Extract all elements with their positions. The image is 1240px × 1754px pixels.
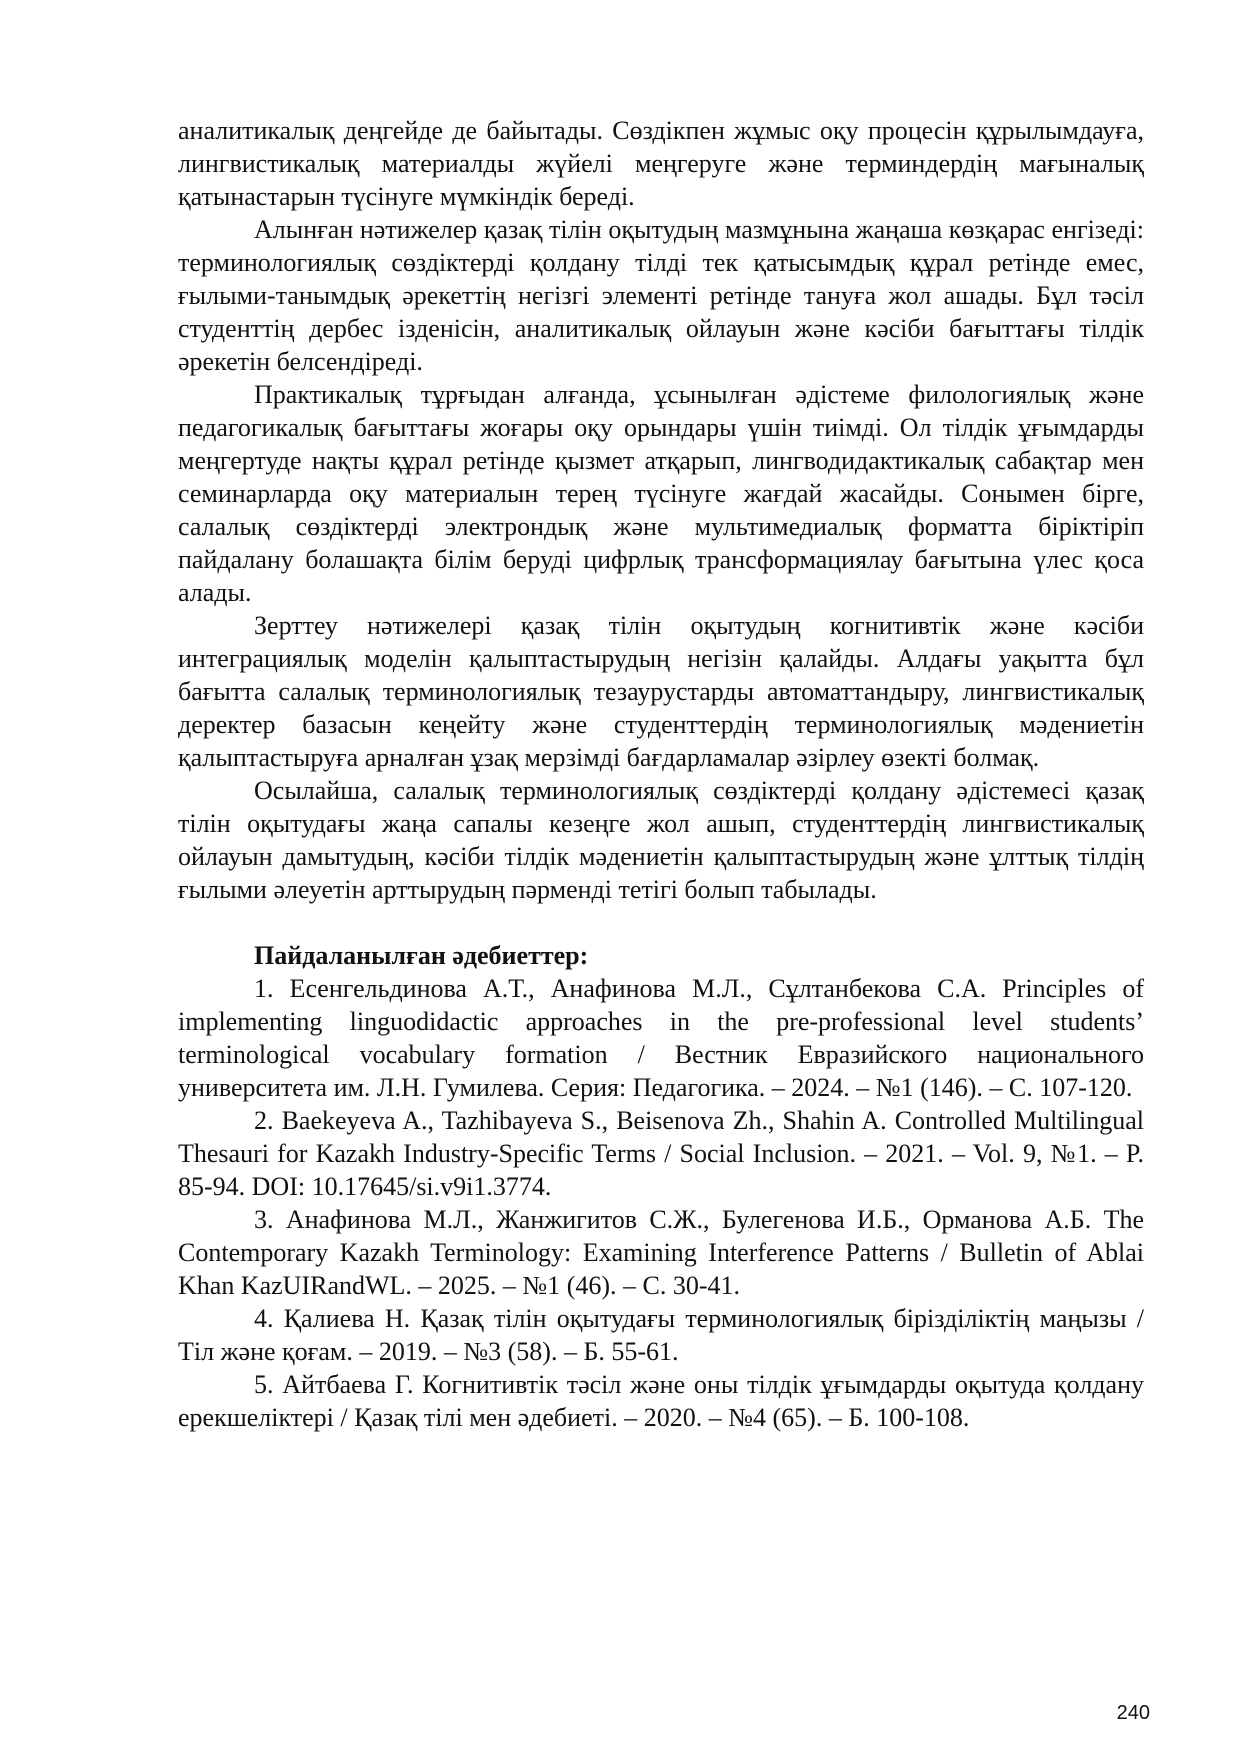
body-paragraph: Практикалық тұрғыдан алғанда, ұсынылған әдістеме филологиялық және педагогикалық бағыттағы жоғары оқу орындары үшін тиімді. Ол тілдік ұғымдарды меңгертуде нақты құрал ретінде қызмет атқарып, лингводидактикалық сабақтар мен семинарларда оқу материалын терең түсінуге жағдай жасайды. Сонымен бірге, салалық сөздіктерді электрондық және мультимедиалық форматта біріктіріп пайдалану болашақта білім беруді цифрлық трансформациялау бағытына үлес қоса алады. [178,380,1144,607]
reference-item: 3. Анафинова М.Л., Жанжигитов С.Ж., Булегенова И.Б., Орманова А.Б. The Contemporary Kazakh Terminology: Examining Interference Patterns / Bulletin of Ablai Khan KazUIRandWL. – 2025. – №1 (46). – С. 30-41. [178,1205,1144,1300]
reference-item: 5. Айтбаева Г. Когнитивтік тәсіл және оны тілдік ұғымдарды оқытуда қолдану ерекшеліктері / Қазақ тілі мен әдебиеті. – 2020. – №4 (65). – Б. 100-108. [178,1370,1144,1432]
body-paragraph: Алынған нәтижелер қазақ тілін оқытудың мазмұнына жаңаша көзқарас енгізеді: терминологиялық сөздіктерді қолдану тілді тек қатысымдық құрал ретінде емес, ғылыми-танымдық әрекеттің негізгі элементі ретінде тануға жол ашады. Бұл тәсіл студенттің дербес ізденісін, аналитикалық ойлауын және кәсіби бағыттағы тілдік әрекетін белсендіреді. [178,215,1144,376]
reference-item: 1. Есенгельдинова А.Т., Анафинова М.Л., Сұлтанбекова С.А. Principles of implementing linguodidactic approaches in the pre-professional level students’ terminological vocabulary formation / Вестник Евразийского национального университета им. Л.Н. Гумилева. Серия: Педагогика. – 2024. – №1 (146). – С. 107-120. [178,974,1144,1102]
body-paragraph: Осылайша, салалық терминологиялық сөздіктерді қолдану әдістемесі қазақ тілін оқытудағы жаңа сапалы кезеңге жол ашып, студенттердің лингвистикалық ойлауын дамытудың, кәсіби тілдік мәдениетін қалыптастырудың және ұлттық тілдің ғылыми әлеуетін арттырудың пәрменді тетігі болып табылады. [178,776,1144,904]
reference-item: 2. Baekeyeva A., Tazhibayeva S., Beisenova Zh., Shahin A. Controlled Multilingual Thesauri for Kazakh Industry-Specific Terms / Social Inclusion. – 2021. – Vol. 9, №1. – P. 85-94. DOI: 10.17645/si.v9i1.3774. [178,1106,1144,1201]
page-content [178,114,1144,1434]
references-heading: Пайдаланылған әдебиеттер: [254,941,589,970]
body-paragraph: Зерттеу нәтижелері қазақ тілін оқытудың когнитивтік және кәсіби интеграциялық моделін қалыптастырудың негізін қалайды. Алдағы уақытта бұл бағытта салалық терминологиялық тезаурустарды автоматтандыру, лингвистикалық деректер базасын кеңейту және студенттердің терминологиялық мәдениетін қалыптастыруға арналған ұзақ мерзімді бағдарламалар әзірлеу өзекті болмақ. [178,611,1144,772]
reference-item: 4. Қалиева Н. Қазақ тілін оқытудағы терминологиялық бірізділіктің маңызы / Тіл және қоғам. – 2019. – №3 (58). – Б. 55-61. [178,1304,1144,1366]
body-paragraph: аналитикалық деңгейде де байытады. Сөздікпен жұмыс оқу процесін құрылымдауға, лингвистикалық материалды жүйелі меңгеруге және терминдердің мағыналық қатынастарын түсінуге мүмкіндік береді. [178,116,1144,211]
references-list [178,972,1144,1434]
page-number: 240 [1116,1702,1150,1724]
